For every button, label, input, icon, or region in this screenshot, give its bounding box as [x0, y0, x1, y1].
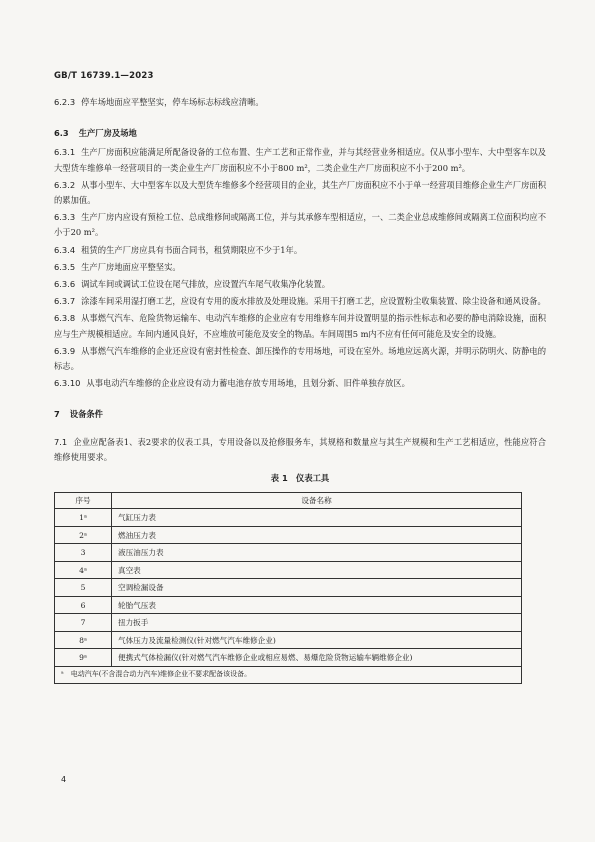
equipment-name: 液压油压力表 — [112, 544, 522, 562]
table-row — [55, 614, 522, 632]
clause-number: 6.3.1 — [54, 147, 76, 158]
equipment-name: 燃油压力表 — [112, 526, 522, 544]
equipment-name: 扭力扳手 — [112, 614, 522, 632]
clause-6-3-1 — [54, 145, 546, 175]
clause-6-3-4 — [54, 243, 546, 258]
row-number: 4ᵃ — [55, 561, 112, 579]
clause-number: 6.3.2 — [54, 179, 76, 190]
table-footnote-row — [55, 666, 522, 683]
clause-text: 生产厂房地面应平整坚实。 — [81, 261, 181, 272]
clause-6-3-7 — [54, 294, 546, 309]
page-number: 4 — [61, 775, 67, 784]
section-number: 6.3 — [54, 128, 69, 139]
document-body — [54, 95, 546, 684]
equipment-name: 便携式气体检漏仪(针对燃气汽车维修企业或相应易燃、易爆危险货物运输车辆维修企业) — [112, 649, 522, 667]
clause-text: 从事电动汽车维修的企业应设有动力蓄电池存放专用场地，且划分新、旧件单独存放区。 — [86, 378, 410, 389]
row-number: 8ᵃ — [55, 631, 112, 649]
clause-number: 6.3.10 — [54, 378, 81, 389]
equipment-name: 气体压力及流量检测仪(针对燃气汽车维修企业) — [112, 631, 522, 649]
row-number: 7 — [55, 614, 112, 632]
clause-text: 停车场地面应平整坚实，停车场标志标线应清晰。 — [81, 97, 264, 107]
table-header-row — [55, 493, 522, 509]
clause-6-3-2 — [54, 178, 546, 208]
table-row — [55, 561, 522, 579]
row-number: 1ᵃ — [55, 509, 112, 527]
clause-number: 6.3.8 — [54, 313, 76, 324]
table-row — [55, 631, 522, 649]
clause-text: 从事燃气汽车、危险货物运输车、电动汽车维修的企业应有专用维修车间并设置明显的指示性标志和必要的静电消除设施，面积应与生产规模相适应。车间内通风良好，不应堆放可能危及安全的物品。车间周围5 m内不应有任何可能危及安全的设施。 — [54, 313, 546, 339]
table-row — [55, 509, 522, 527]
table-row — [55, 579, 522, 597]
table-row — [55, 596, 522, 614]
clause-6-3-9 — [54, 344, 546, 374]
clause-text: 生产厂房面积应能满足所配备设备的工位布置、生产工艺和正常作业，并与其经营业务相适应。仅从事小型车、大中型客车以及大型货车维修单一经营项目的一类企业生产厂房面积应不小于800 m²，二类企业生产厂房面积应不小于200 m²。 — [54, 147, 546, 173]
row-number: 6 — [55, 596, 112, 614]
clause-6-3-5 — [54, 260, 546, 275]
table-row — [55, 544, 522, 562]
row-number: 9ᵃ — [55, 649, 112, 667]
clause-text: 生产厂房内应设有预检工位、总成维修间或隔离工位，并与其承修车型相适应，一、二类企业总成维修间或隔离工位面积均应不小于20 m²。 — [54, 212, 546, 238]
clause-text: 涂漆车间采用湿打磨工艺，应设有专用的废水排放及处理设施。采用干打磨工艺，应设置粉尘收集装置、除尘设备和通风设备。 — [81, 296, 546, 307]
clause-text: 从事小型车、大中型客车以及大型货车维修多个经营项目的企业，其生产厂房面积应不小于单一经营项目维修企业生产厂房面积的累加值。 — [54, 179, 546, 206]
document-id: GB/T 16739.1—2023 — [54, 71, 154, 81]
clause-number: 6.3.3 — [54, 212, 76, 223]
row-number: 2ᵃ — [55, 526, 112, 544]
row-number: 5 — [55, 579, 112, 597]
clause-number: 6.3.4 — [54, 244, 76, 255]
table-footnote: ᵃ 电动汽车(不含混合动力汽车)维修企业不要求配备该设备。 — [55, 666, 522, 683]
clause-number: 7.1 — [54, 436, 68, 447]
clause-number: 6.3.9 — [54, 345, 76, 356]
clause-text: 调试车间或调试工位设在尾气排放，应设置汽车尾气收集净化装置。 — [81, 279, 331, 290]
section-title: 设备条件 — [69, 409, 103, 420]
row-number: 3 — [55, 544, 112, 562]
clause-6-3-10 — [54, 376, 546, 391]
clause-7-1 — [54, 435, 546, 465]
table-row — [55, 526, 522, 544]
equipment-name: 真空表 — [112, 561, 522, 579]
section-title: 生产厂房及场地 — [78, 128, 137, 139]
equipment-name: 轮胎气压表 — [112, 596, 522, 614]
column-header-number: 序号 — [55, 493, 112, 509]
clause-text: 从事燃气汽车维修的企业还应设有密封性检查、卸压操作的专用场地，可设在室外。场地应远离火源，并明示防明火、防静电的标志。 — [54, 345, 546, 372]
clause-number: 6.3.5 — [54, 261, 76, 272]
section-heading-6-3 — [54, 126, 546, 141]
table-row — [55, 649, 522, 667]
section-heading-7 — [54, 407, 546, 422]
clause-6-3-6 — [54, 277, 546, 292]
clause-number: 6.2.3 — [54, 97, 76, 107]
equipment-name: 气缸压力表 — [112, 509, 522, 527]
clause-6-3-8 — [54, 311, 546, 341]
clause-6-3-3 — [54, 210, 546, 240]
section-number: 7 — [54, 409, 60, 420]
clause-text: 租赁的生产厂房应具有书面合同书，租赁期限应不少于1年。 — [81, 244, 303, 255]
equipment-name: 空调检漏设备 — [112, 579, 522, 597]
clause-text: 企业应配备表1、表2要求的仪表工具，专用设备以及抢修服务车，其规格和数量应与其生产规模和生产工艺相适应，性能应符合维修使用要求。 — [54, 436, 546, 462]
clause-6-2-3 — [54, 95, 546, 110]
table-caption: 表 1 仪表工具 — [270, 473, 330, 484]
clause-number: 6.3.7 — [54, 296, 76, 307]
column-header-equipment-name: 设备名称 — [112, 493, 522, 509]
instrument-tools-table — [54, 492, 522, 684]
clause-number: 6.3.6 — [54, 279, 76, 290]
